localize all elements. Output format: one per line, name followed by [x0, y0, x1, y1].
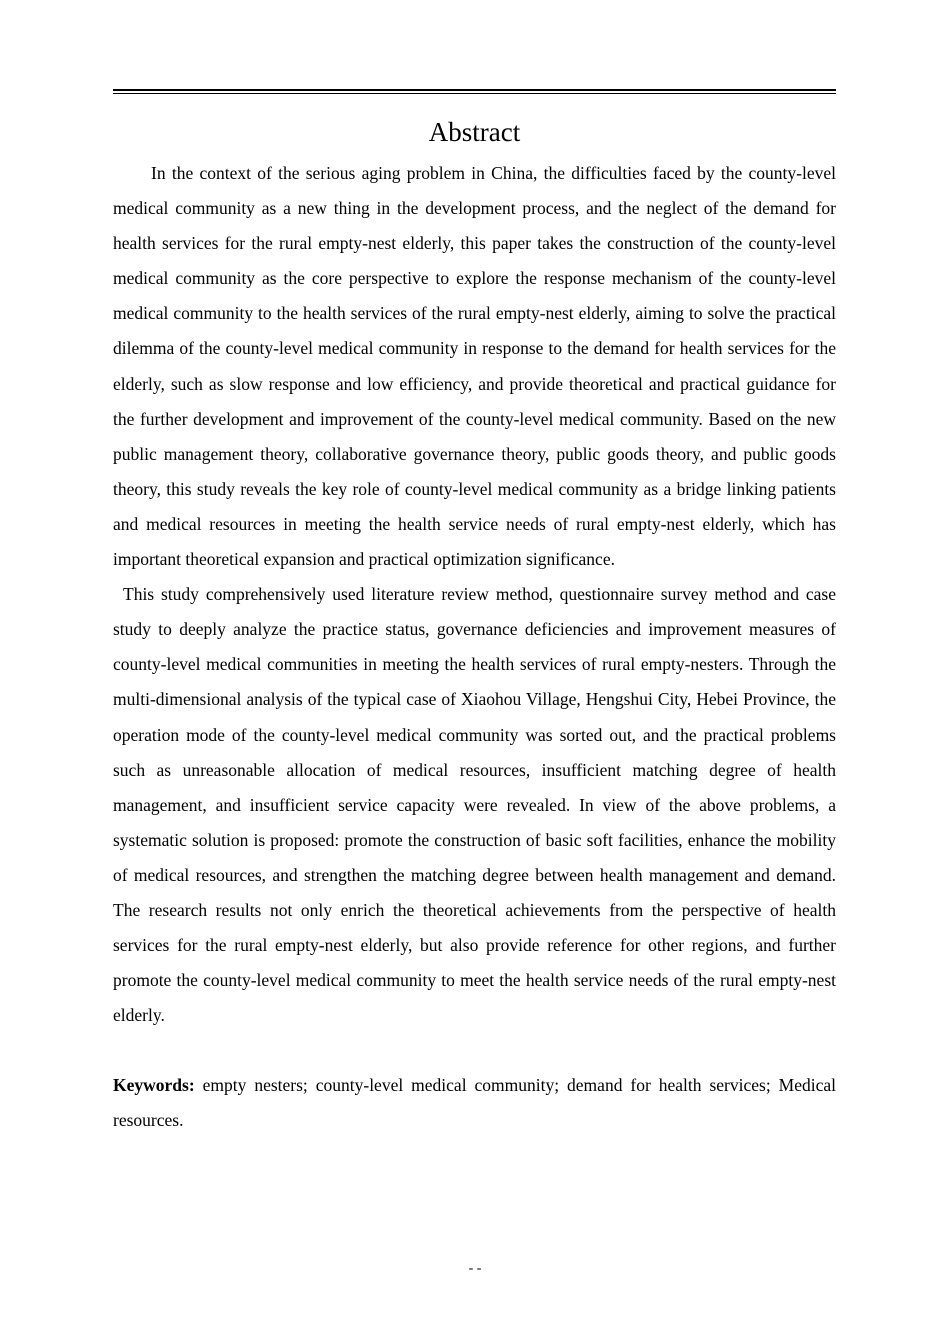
header-rule-thin — [113, 93, 836, 94]
abstract-paragraph-1: In the context of the serious aging problem in China, the difficulties faced by the county-level medical community as a new thing in the development process, and the neglect of the demand for health services for the rural empty-nest elderly, this paper takes the construction of the county-level medical community as the core perspective to explore the response mechanism of the county-level medical community to the health services of the rural empty-nest elderly, aiming to solve the practical dilemma of the county-level medical community in response to the demand for health services for the elderly, such as slow response and low efficiency, and provide theoretical and practical guidance for the further development and improvement of the county-level medical community. Based on the new public management theory, collaborative governance theory, public goods theory, and public goods theory, this study reveals the key role of county-level medical community as a bridge linking patients and medical resources in meeting the health service needs of rural empty-nest elderly, which has important theoretical expansion and practical optimization significance. — [113, 163, 836, 570]
keywords-line — [113, 1068, 836, 1138]
abstract-title: Abstract — [428, 117, 521, 147]
abstract-paragraph-2: This study comprehensively used literature review method, questionnaire survey method and case study to deeply analyze the practice status, governance deficiencies and improvement measures of county-level medical communities in meeting the health services of rural empty-nesters. Through the multi-dimensional analysis of the typical case of Xiaohou Village, Hengshui City, Hebei Province, the operation mode of the county-level medical community was sorted out, and the practical problems such as unreasonable allocation of medical resources, insufficient matching degree of health management, and insufficient service capacity were revealed. In view of the above problems, a systematic solution is proposed: promote the construction of basic soft facilities, enhance the mobility of medical resources, and strengthen the matching degree between health management and demand. The research results not only enrich the theoretical achievements from the perspective of health services for the rural empty-nest elderly, but also provide reference for other regions, and further promote the county-level medical community to meet the health service needs of the rural empty-nest elderly. — [113, 584, 836, 1026]
page-number: - - — [468, 1261, 482, 1276]
header-rule-thick — [113, 89, 836, 91]
abstract-body — [113, 156, 836, 1139]
keywords-text: empty nesters; county-level medical community; demand for health services; Medical resources. — [113, 1075, 836, 1131]
keywords-label: Keywords: — [113, 1075, 195, 1096]
